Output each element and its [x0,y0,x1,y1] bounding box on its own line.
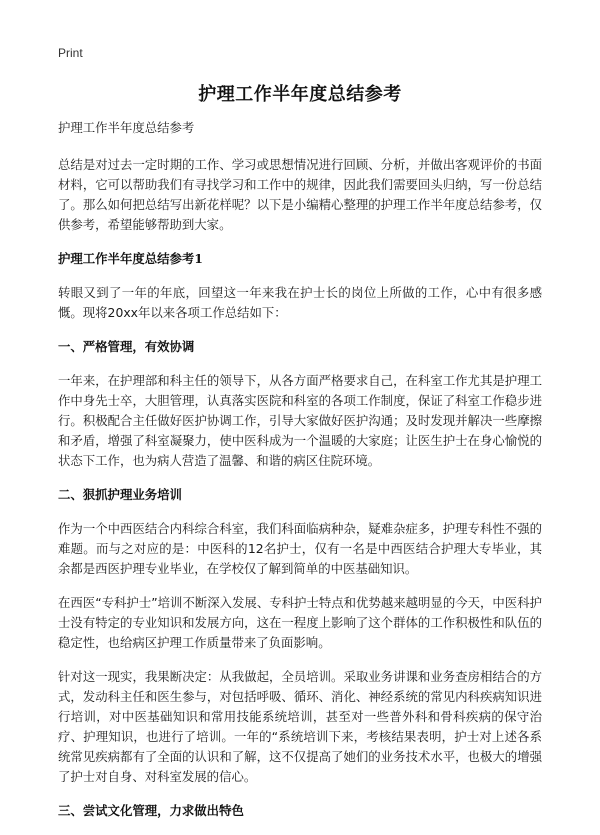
section-2-paragraph-1: 作为一个中西医结合内科综合科室，我们科面临病种杂，疑难杂症多，护理专科性不强的难题。而与之对应的是：中医科的12名护士，仅有一名是中西医结合护理大专毕业，其余都是西医护理专业毕业，在学校仅了解到简单的中医基础知识。 [58,521,542,576]
section-2-heading: 二、狠抓护理业务培训 [58,487,182,502]
section-1-heading: 一、严格管理，有效协调 [58,339,195,354]
section-1-paragraph: 一年来，在护理部和科主任的领导下，从各方面严格要求自己，在科室工作尤其是护理工作中身先士卒，大胆管理，认真落实医院和科室的各项工作制度，保证了科室工作稳步进行。积极配合主任做好医护协调工作，引导大家做好医护沟通；及时发现并解决一些摩擦和矛盾，增强了科室凝聚力，使中医科成为一个温暖的大家庭；让医生护士在身心愉悦的状态下工作，也为病人营造了温馨、和谐的病区住院环境。 [58,373,542,468]
section-3-heading: 三、尝试文化管理，力求做出特色 [58,803,244,818]
section-2-paragraph-3: 针对这一现实，我果断决定：从我做起，全员培训。采取业务讲课和业务查房相结合的方式，发动科主任和医生参与，对包括呼吸、循环、消化、神经系统的常见内科疾病知识进行培训，对中医基础知识和常用技能系统培训，甚至对一些普外科和骨科疾病的保守治疗、护理知识，也进行了培训。一年的“系统培训下来，考核结果表明，护士对上述各系统常见疾病都有了全面的认识和了解，这不仅提高了她们的业务技术水平，也极大的增强了护士对自身、对科室发展的信心。 [58,669,542,784]
document-subtitle: 护理工作半年度总结参考 [58,120,195,135]
opening-paragraph: 转眼又到了一年的年底，回望这一年来我在护士长的岗位上所做的工作，心中有很多感慨。现将20xx年以来各项工作总结如下： [58,285,542,320]
document-body [58,118,542,835]
section-2-paragraph-2: 在西医“专科护士”培训不断深入发展、专科护士特点和优势越来越明显的今天，中医科护士没有特定的专业知识和发展方向，这在一程度上影响了这个群体的工作积极性和队伍的稳定性，也给病区护理工作质量带来了负面影响。 [58,595,542,650]
article-heading: 护理工作半年度总结参考1 [58,251,203,266]
print-label[interactable]: Print [58,46,83,60]
intro-paragraph: 总结是对过去一定时期的工作、学习或思想情况进行回顾、分析，并做出客观评价的书面材料，它可以帮助我们有寻找学习和工作中的规律，因此我们需要回头归纳，写一份总结了。那么如何把总结写出新花样呢？以下是小编精心整理的护理工作半年度总结参考，仅供参考，希望能够帮助到大家。 [58,157,542,232]
document-title: 护理工作半年度总结参考 [198,84,402,105]
